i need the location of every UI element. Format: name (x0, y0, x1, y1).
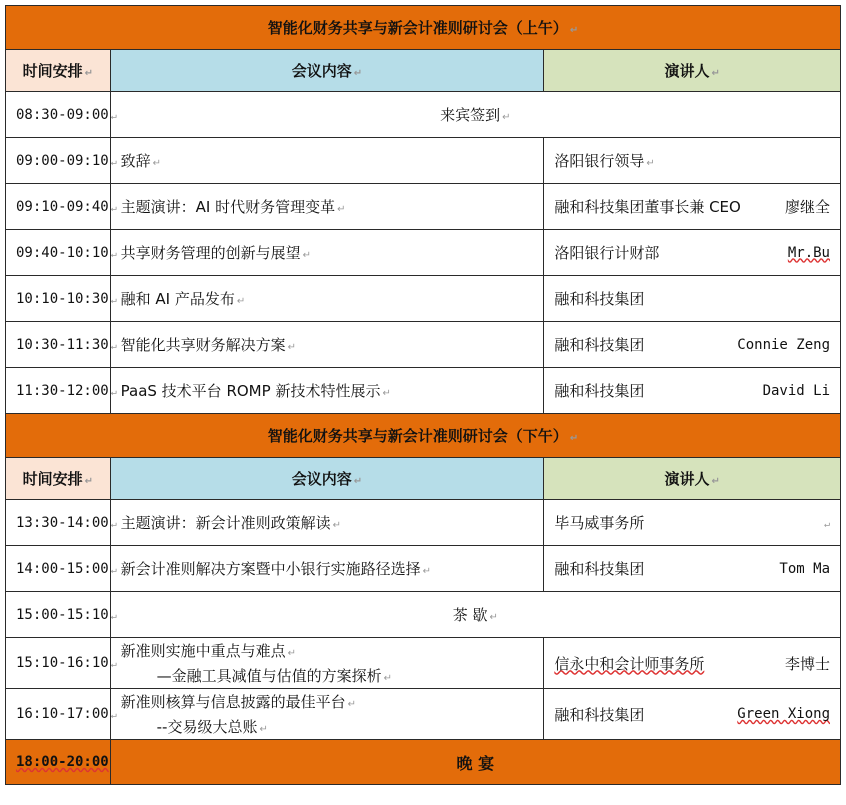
time-cell: 11:30-12:00 ↵ (6, 368, 111, 414)
speaker-org: 融和科技集团 (554, 560, 645, 578)
content-cell: 茶 歇 ↵ (110, 592, 840, 638)
speaker-name: Mr.Bu (787, 244, 830, 261)
content-cell: 来宾签到 ↵ (110, 92, 840, 138)
speaker-cell (544, 638, 841, 689)
header-content: 会议内容 ↵ (110, 50, 544, 92)
speaker-cell (544, 546, 841, 592)
content-subline: --交易级大总账 ↵ (156, 718, 268, 736)
time-cell: 15:00-15:10 ↵ (6, 592, 111, 638)
content-subline: —金融工具减值与估值的方案探析 ↵ (156, 667, 393, 685)
time-cell: 08:30-09:00 ↵ (6, 92, 111, 138)
speaker-cell (544, 184, 841, 230)
content-cell: 主题演讲：AI 时代财务管理变革 ↵ (110, 184, 544, 230)
speaker-cell (544, 368, 841, 414)
speaker-org: 洛阳银行领导 (554, 152, 645, 170)
table-row (6, 368, 841, 414)
table-row (6, 592, 841, 638)
speaker-cell: 洛阳银行领导 ↵ (544, 138, 841, 184)
table-row (6, 546, 841, 592)
speaker-org: 洛阳银行计财部 (554, 244, 660, 262)
speaker-org: 信永中和会计师事务所 (554, 654, 705, 673)
table-row (6, 638, 841, 689)
header-time: 时间安排 ↵ (6, 458, 111, 500)
time-cell: 09:40-10:10 ↵ (6, 230, 111, 276)
speaker-name: 廖继全 (784, 198, 830, 216)
content-cell: 主题演讲：新会计准则政策解读 ↵ (110, 500, 544, 546)
speaker-org: 毕马威事务所 (554, 514, 645, 532)
table-row (6, 276, 841, 322)
table-row (6, 322, 841, 368)
content-cell: 晚 宴 (110, 740, 840, 785)
morning-banner: 智能化财务共享与新会计准则研讨会（上午） ↵ (6, 6, 841, 50)
afternoon-banner: 智能化财务共享与新会计准则研讨会（下午） ↵ (6, 414, 841, 458)
time-cell: 18:00-20:00 (6, 740, 111, 785)
header-speaker: 演讲人 ↵ (544, 50, 841, 92)
table-row (6, 138, 841, 184)
speaker-cell (544, 500, 841, 546)
time-cell: 15:10-16:10 ↵ (6, 638, 111, 689)
afternoon-header-row (6, 458, 841, 500)
speaker-cell (544, 322, 841, 368)
table-row (6, 230, 841, 276)
table-row (6, 92, 841, 138)
speaker-name: 李博士 (784, 654, 830, 673)
content-cell: PaaS 技术平台 ROMP 新技术特性展示 ↵ (110, 368, 544, 414)
time-cell: 09:00-09:10 ↵ (6, 138, 111, 184)
time-cell: 10:10-10:30 ↵ (6, 276, 111, 322)
header-time: 时间安排 ↵ (6, 50, 111, 92)
content-cell: 新会计准则解决方案暨中小银行实施路径选择 ↵ (110, 546, 544, 592)
table-row (6, 500, 841, 546)
content-cell: 智能化共享财务解决方案 ↵ (110, 322, 544, 368)
content-cell: 新准则实施中重点与难点 ↵ —金融工具减值与估值的方案探析 ↵ (110, 638, 544, 689)
agenda-table (5, 5, 841, 785)
content-cell: 致辞 ↵ (110, 138, 544, 184)
speaker-name: ↵ (823, 518, 830, 530)
content-cell: 新准则核算与信息披露的最佳平台 ↵ --交易级大总账 ↵ (110, 689, 544, 740)
time-cell: 10:30-11:30 ↵ (6, 322, 111, 368)
content-cell: 融和 AI 产品发布 ↵ (110, 276, 544, 322)
speaker-cell (544, 276, 841, 322)
afternoon-title: 智能化财务共享与新会计准则研讨会（下午） (267, 427, 568, 445)
speaker-org: 融和科技集团 (554, 705, 645, 724)
morning-title: 智能化财务共享与新会计准则研讨会（上午） (267, 19, 568, 37)
speaker-name: Green Xiong (737, 706, 830, 722)
time-cell: 14:00-15:00 ↵ (6, 546, 111, 592)
time-cell: 13:30-14:00 ↵ (6, 500, 111, 546)
content-cell: 共享财务管理的创新与展望 ↵ (110, 230, 544, 276)
morning-header-row (6, 50, 841, 92)
speaker-org: 融和科技集团 (554, 336, 645, 354)
dinner-row (6, 740, 841, 785)
speaker-name: Tom Ma (779, 560, 830, 577)
header-speaker: 演讲人 ↵ (544, 458, 841, 500)
time-cell: 09:10-09:40 ↵ (6, 184, 111, 230)
time-cell: 16:10-17:00 ↵ (6, 689, 111, 740)
speaker-org: 融和科技集团 (554, 290, 645, 308)
speaker-name: David Li (762, 382, 830, 399)
table-row (6, 689, 841, 740)
table-row (6, 184, 841, 230)
speaker-name: Connie Zeng (737, 336, 830, 353)
speaker-cell (544, 230, 841, 276)
speaker-org: 融和科技集团董事长兼 CEO (554, 198, 741, 216)
speaker-org: 融和科技集团 (554, 382, 645, 400)
speaker-cell (544, 689, 841, 740)
header-content: 会议内容 ↵ (110, 458, 544, 500)
